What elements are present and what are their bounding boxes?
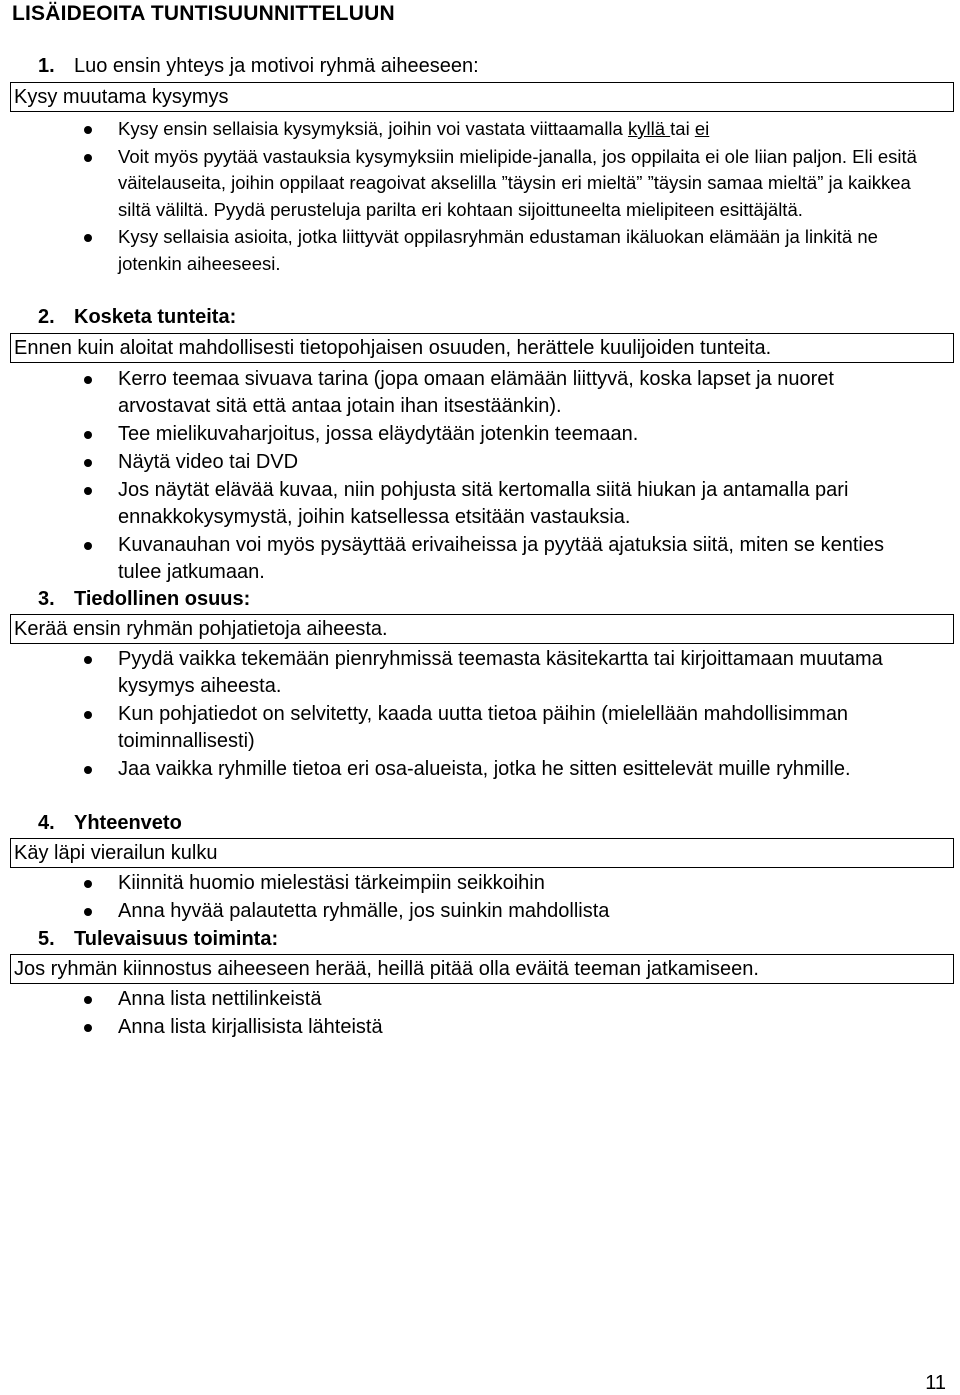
list-item: Kysy ensin sellaisia kysymyksiä, joihin voi vastata viittaamalla kyllä tai ei (0, 116, 960, 143)
bullet-icon (84, 431, 92, 439)
section-4-list (0, 870, 960, 926)
section-number: 1. (38, 55, 55, 77)
list-item: Kun pohjatiedot on selvitetty, kaada uutta tietoa päihin (mielellään mahdollisimman toiminnallisesti) (0, 701, 960, 755)
list-item: Kerro teemaa sivuava tarina (jopa omaan elämään liittyvä, koska lapset ja nuoret arvostavat sitä että antaa jotain ihan itsestäänkin). (0, 366, 960, 420)
list-item: Näytä video tai DVD (0, 449, 960, 476)
section-5-heading (38, 926, 278, 952)
section-2-intro-box: Ennen kuin aloitat mahdollisesti tietopohjaisen osuuden, herättele kuulijoiden tunteita. (10, 333, 954, 363)
list-item: Anna hyvää palautetta ryhmälle, jos suinkin mahdollista (0, 898, 960, 925)
section-number: 3. (38, 588, 55, 610)
section-2-heading (38, 304, 236, 330)
bullet-icon (84, 656, 92, 664)
bullet-icon (84, 1024, 92, 1032)
list-item: Pyydä vaikka tekemään pienryhmissä teemasta käsitekartta tai kirjoittamaan muutama kysymys aiheesta. (0, 646, 960, 700)
document-title: LISÄIDEOITA TUNTISUUNNITTELUUN (12, 2, 395, 25)
section-heading-text: Tulevaisuus toiminta: (74, 928, 279, 950)
bullet-icon (84, 234, 92, 242)
section-number: 4. (38, 812, 55, 834)
section-number: 5. (38, 928, 55, 950)
section-1-list (0, 116, 960, 278)
section-3-heading (38, 586, 250, 612)
bullet-icon (84, 154, 92, 162)
page-number: 11 (925, 1372, 946, 1394)
list-item: Anna lista nettilinkeistä (0, 986, 960, 1013)
list-item: Voit myös pyytää vastauksia kysymyksiin mielipide-janalla, jos oppilaita ei ole liian paljon. Eli esitä väitelauseita, joihin oppilaat reagoivat akselilla ”täysin eri mieltä” ”täysin samaa mieltä” ja kaikkea siltä väliltä. Pyydä perusteluja parilta eri kohtaan sijoittuneelta mielipiteen esittäjältä. (0, 144, 960, 224)
section-5-intro-box: Jos ryhmän kiinnostus aiheeseen herää, heillä pitää olla eväitä teeman jatkamiseen. (10, 954, 954, 984)
section-number: 2. (38, 306, 55, 328)
section-5-list (0, 986, 960, 1042)
section-4-intro-box: Käy läpi vierailun kulku (10, 838, 954, 868)
list-item: Jaa vaikka ryhmille tietoa eri osa-alueista, jotka he sitten esittelevät muille ryhmille. (0, 756, 960, 783)
section-4-heading (38, 810, 182, 836)
bullet-icon (84, 376, 92, 384)
list-item: Anna lista kirjallisista lähteistä (0, 1014, 960, 1041)
bullet-icon (84, 766, 92, 774)
section-1-heading (38, 53, 479, 79)
bullet-icon (84, 126, 92, 134)
section-3-list (0, 646, 960, 784)
bullet-icon (84, 487, 92, 495)
section-3-intro-box: Kerää ensin ryhmän pohjatietoja aiheesta. (10, 614, 954, 644)
list-item: Jos näytät elävää kuvaa, niin pohjusta sitä kertomalla siitä hiukan ja antamalla pari ennakkokysymystä, joihin katsellessa etsitään vastauksia. (0, 477, 960, 531)
bullet-icon (84, 711, 92, 719)
bullet-icon (84, 459, 92, 467)
section-1-intro-box: Kysy muutama kysymys (10, 82, 954, 112)
section-heading-text: Kosketa tunteita: (74, 306, 237, 328)
bullet-icon (84, 996, 92, 1004)
section-2-list (0, 366, 960, 587)
bullet-icon (84, 542, 92, 550)
list-item: Kiinnitä huomio mielestäsi tärkeimpiin seikkoihin (0, 870, 960, 897)
section-heading-text: Luo ensin yhteys ja motivoi ryhmä aiheeseen: (74, 55, 479, 77)
list-item: Kuvanauhan voi myös pysäyttää erivaiheissa ja pyytää ajatuksia siitä, miten se kenties tulee jatkumaan. (0, 532, 960, 586)
bullet-icon (84, 880, 92, 888)
list-item: Tee mielikuvaharjoitus, jossa eläydytään jotenkin teemaan. (0, 421, 960, 448)
bullet-icon (84, 908, 92, 916)
section-heading-text: Tiedollinen osuus: (74, 588, 251, 610)
section-heading-text: Yhteenveto (74, 812, 182, 834)
list-item: Kysy sellaisia asioita, jotka liittyvät oppilasryhmän edustaman ikäluokan elämään ja linkitä ne jotenkin aiheeseesi. (0, 224, 960, 277)
